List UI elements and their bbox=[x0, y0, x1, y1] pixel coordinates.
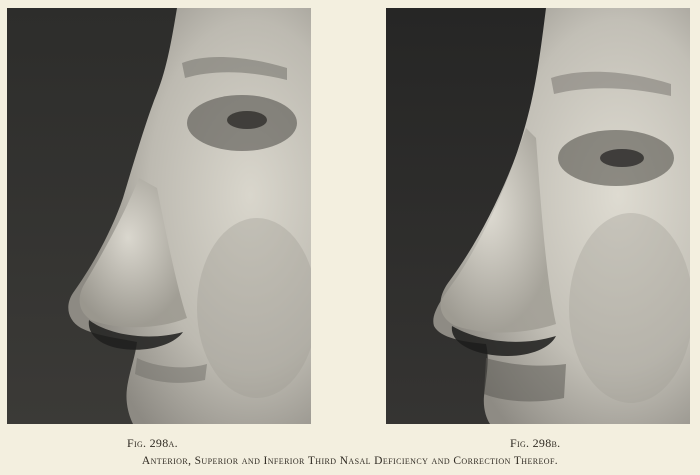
plate-title: Anterior, Superior and Inferior Third Nasal Deficiency and Correction Thereof. bbox=[141, 455, 559, 467]
figure-caption-b: Fig. 298b. bbox=[510, 436, 561, 450]
figure-298b-photo bbox=[386, 8, 690, 424]
profile-after-image bbox=[386, 8, 690, 424]
figure-caption-a: Fig. 298a. bbox=[127, 436, 178, 450]
profile-before-image bbox=[7, 8, 311, 424]
figure-298a-photo bbox=[7, 8, 311, 424]
